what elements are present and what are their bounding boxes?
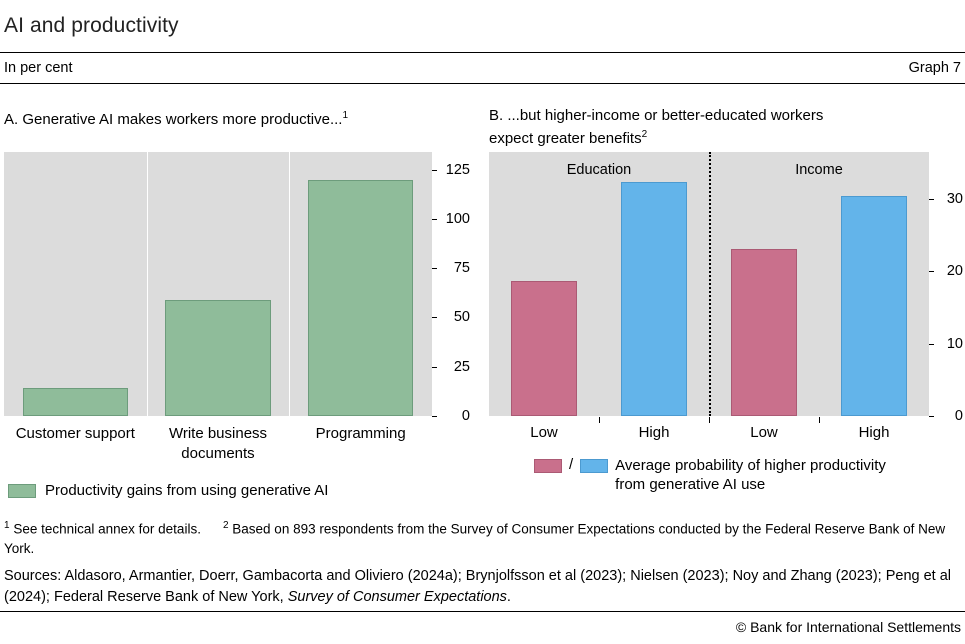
bar: [308, 180, 414, 416]
copyright-label: © Bank for International Settlements: [735, 619, 961, 635]
legend-separator: /: [569, 456, 574, 473]
panel-b-y-axis: [929, 152, 965, 424]
panel-a-gridline: [289, 152, 290, 416]
panel-a-y-axis: [432, 152, 472, 424]
panel-b-title: [489, 106, 959, 148]
sources-end: .: [506, 589, 511, 605]
legend-swatch-blue: [580, 459, 608, 473]
graph-number-label: Graph 7: [908, 60, 961, 76]
axis-tick-label: 50: [453, 309, 470, 326]
axis-tick: [432, 170, 437, 171]
category-label: High: [638, 424, 670, 441]
axis-tick-label: 30: [946, 191, 963, 207]
panel-b-legend-label-line1: Average probability of higher productivity: [615, 457, 886, 474]
bar: [621, 182, 687, 416]
panel-a-legend-label: Productivity gains from using generative AI: [45, 482, 329, 499]
axis-tick-label: 0: [954, 408, 963, 424]
panel-b-legend-label: [615, 456, 886, 494]
axis-tick: [929, 416, 934, 417]
sources-text: Sources: Aldasoro, Armantier, Doerr, Gambacorta and Oliviero (2024a); Brynjolfsson et al (2023); Nielsen (2023); Noy and Zhang (2023); Peng et al (2024); Federal Reserve Bank of New York,: [4, 568, 952, 605]
legend-swatch-pink: [534, 459, 562, 473]
legend-swatch-green: [8, 484, 36, 498]
panel-b-category-labels: [489, 424, 929, 450]
panel-b-plot-area: [489, 152, 929, 416]
axis-tick-label: 25: [453, 358, 470, 375]
axis-tick-label: 10: [946, 335, 963, 352]
axis-tick: [432, 317, 437, 318]
panel-b-title-line1: B. ...but higher-income or better-educated workers: [489, 107, 824, 124]
axis-tick: [432, 219, 437, 220]
axis-tick: [929, 271, 934, 272]
footnote-1-marker: 1: [4, 520, 10, 531]
category-label: Programming: [315, 425, 406, 442]
footer-divider: [0, 611, 965, 612]
bar: [731, 249, 797, 416]
sources-italic-title: Survey of Consumer Expectations: [287, 589, 507, 605]
bar: [511, 281, 577, 416]
units-label: In per cent: [4, 60, 73, 76]
panel-a-gridline: [147, 152, 148, 416]
axis-tick: [432, 416, 437, 417]
panel-a-title-text: A. Generative AI makes workers more productive...: [4, 111, 343, 128]
axis-tick: [432, 268, 437, 269]
axis-tick: [432, 367, 437, 368]
x-axis-tick: [819, 417, 820, 423]
page-title: AI and productivity: [4, 14, 179, 37]
panel-b-title-line2: expect greater benefits: [489, 130, 642, 147]
axis-tick-label: 20: [946, 263, 963, 280]
axis-tick-label: 100: [445, 210, 470, 227]
footnote-2-marker: 2: [222, 520, 229, 531]
group-header: Education: [566, 162, 632, 178]
panel-b-title-footnote-marker: 2: [641, 129, 648, 140]
category-label: Low: [530, 424, 558, 441]
group-header: Income: [795, 162, 843, 178]
category-label: Write business documents: [168, 425, 268, 462]
category-label: High: [858, 424, 890, 441]
panel-a-title-footnote-marker: 1: [342, 110, 349, 121]
panel-a-plot-area: [4, 152, 432, 416]
footnotes: [4, 516, 961, 558]
x-axis-tick: [599, 417, 600, 423]
panel-b-legend: [534, 456, 886, 494]
category-label: Low: [750, 424, 778, 441]
sources-note: [4, 566, 961, 608]
bar: [23, 388, 129, 416]
panel-a-title: [4, 106, 464, 129]
panel-b-group-divider: [709, 152, 711, 416]
panel-a-category-labels: [4, 424, 432, 472]
category-label: Customer support: [15, 425, 135, 442]
axis-tick-label: 125: [445, 161, 470, 178]
axis-tick-label: 75: [453, 260, 470, 277]
axis-tick: [929, 199, 934, 200]
bar: [165, 300, 271, 416]
axis-tick: [929, 344, 934, 345]
subheader-bar: [0, 52, 965, 84]
footnote-1-text: See technical annex for details.: [13, 521, 201, 537]
panel-b-legend-label-line2: from generative AI use: [615, 476, 766, 493]
axis-tick-label: 0: [461, 408, 470, 424]
footnote-2-text: Based on 893 respondents from the Survey of Consumer Expectations conducted by the Federal Reserve Bank of New York.: [4, 521, 946, 556]
panel-a-legend: [8, 482, 328, 499]
x-axis-tick: [709, 417, 710, 423]
bar: [841, 196, 907, 416]
